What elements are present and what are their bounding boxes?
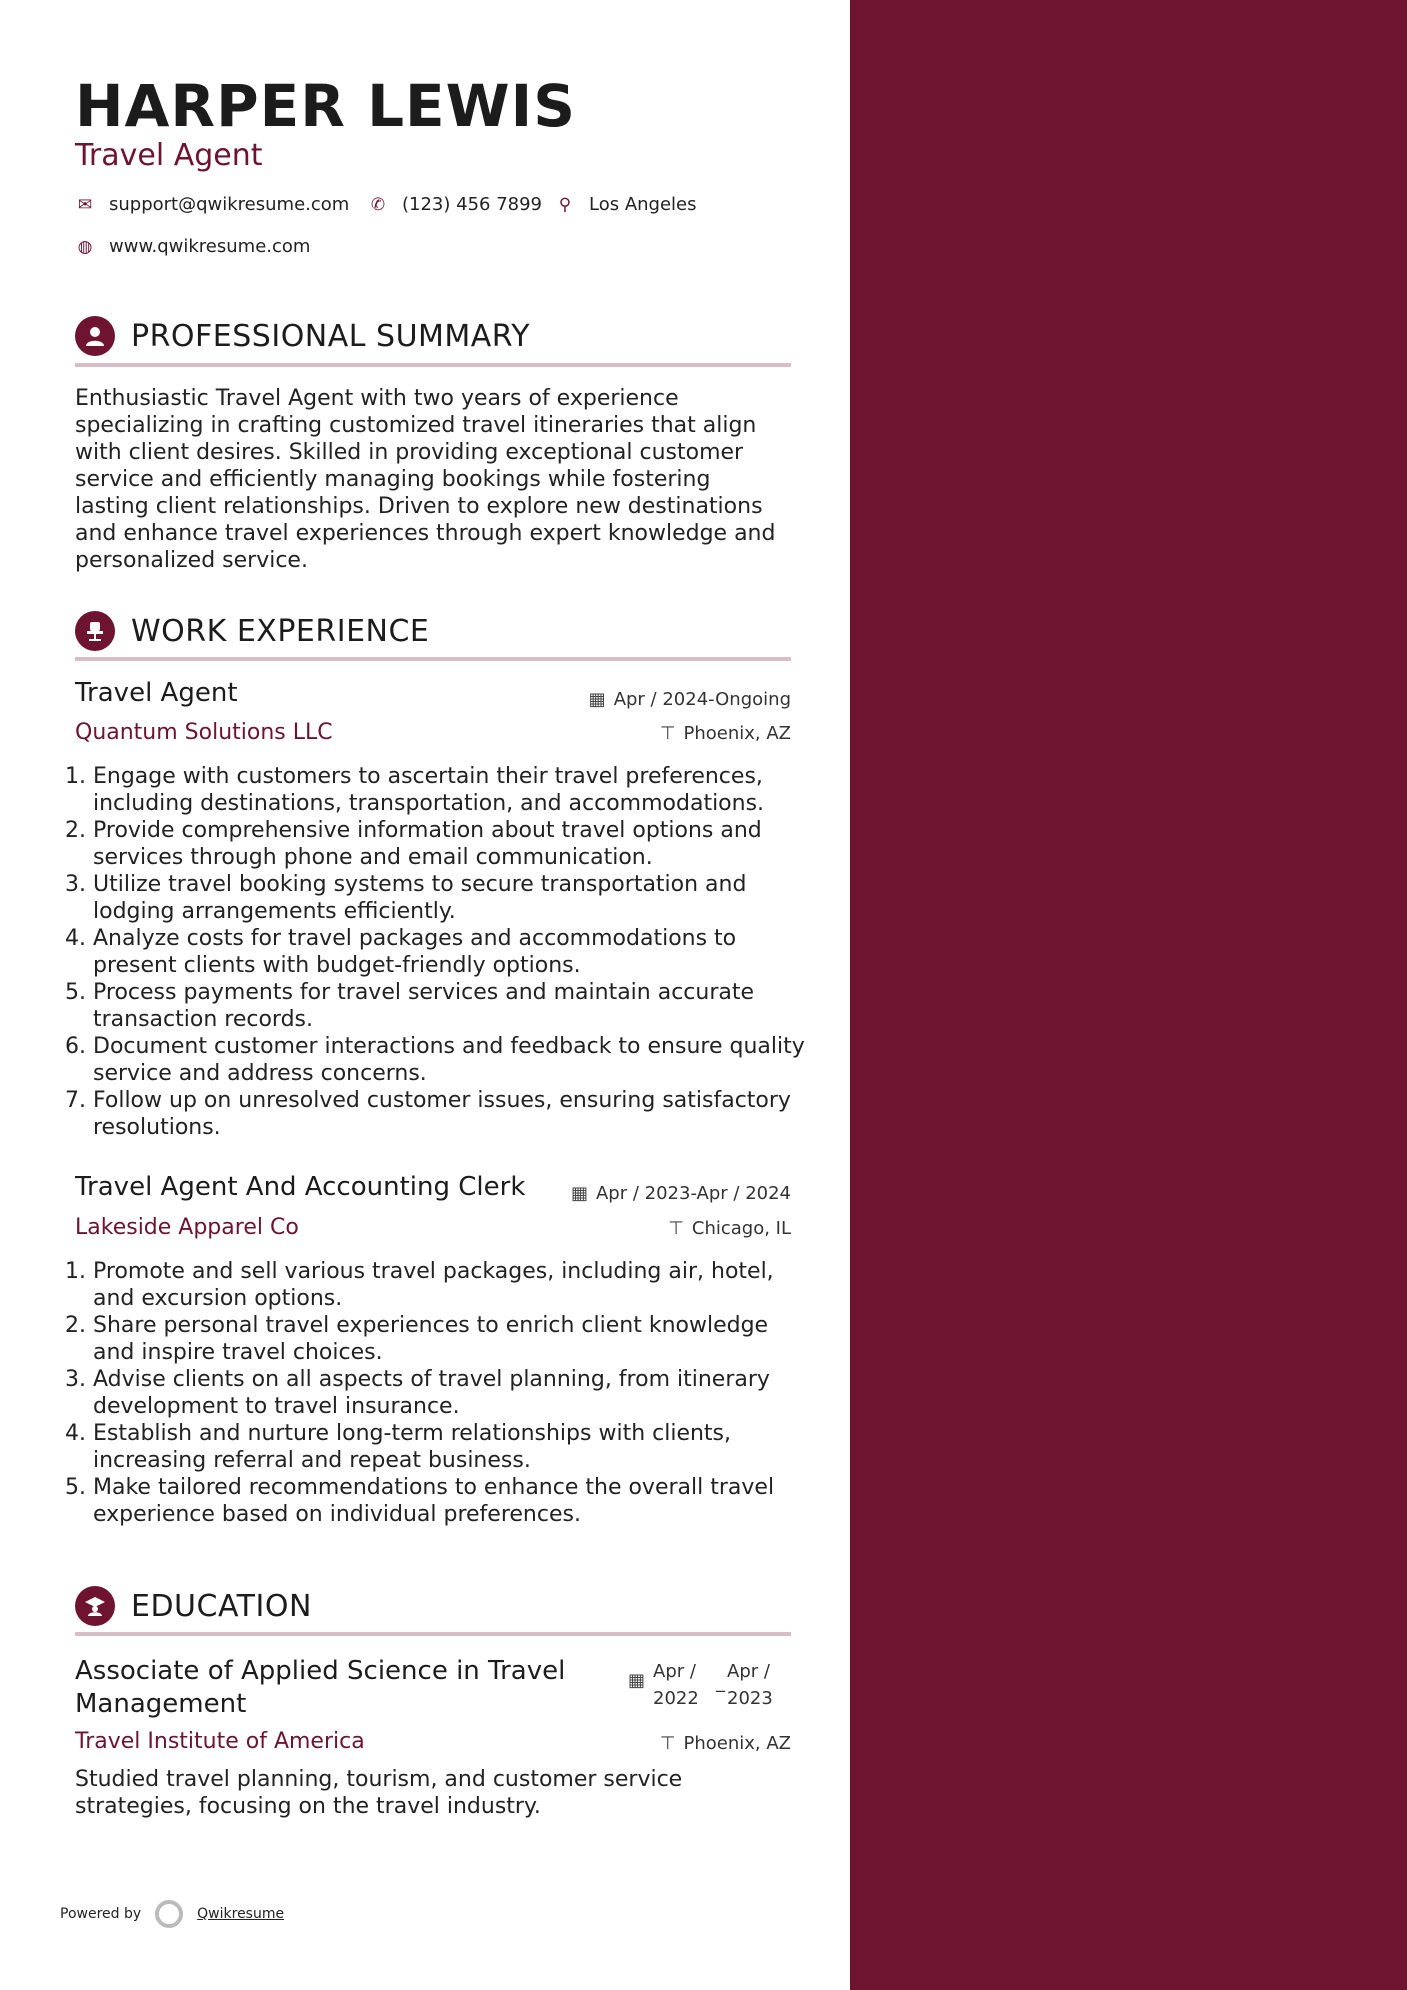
task-item: 7. Follow up on unresolved customer issues, ensuring satisfactory resolutions. (93, 1087, 809, 1141)
calendar-icon: ▦ (570, 1183, 588, 1204)
task-item: 3. Advise clients on all aspects of travel planning, from itinerary development to travel insurance. (93, 1366, 809, 1420)
task-item: 5. Make tailored recommendations to enhance the overall travel experience based on individual preferences. (93, 1474, 809, 1528)
experience-title: WORK EXPERIENCE (131, 613, 430, 649)
job-dates-text: Apr / 2023-Apr / 2024 (595, 1183, 791, 1204)
job-location (620, 723, 791, 744)
candidate-role: Travel Agent (75, 138, 263, 173)
summary-line: with client desires. Skilled in providing exceptional customer (75, 440, 744, 465)
job-task-list (69, 1258, 809, 1528)
summary-line: specializing in crafting customized travel itineraries that align (75, 413, 757, 438)
degree-line: Associate of Applied Science in Travel (75, 1656, 566, 1686)
summary-line: lasting client relationships. Driven to explore new destinations (75, 494, 763, 519)
calendar-icon: ▦ (588, 689, 606, 710)
chair-icon (75, 611, 115, 651)
job-dates (580, 689, 791, 710)
footer-branding (60, 1900, 284, 1928)
envelope-icon: ✉ (77, 194, 93, 215)
pin-icon: ⊤ (668, 1218, 684, 1239)
task-item: 6. Document customer interactions and feedback to ensure quality service and address concerns. (93, 1033, 809, 1087)
summary-line: personalized service. (75, 548, 308, 573)
task-item: 5. Process payments for travel services and maintain accurate transaction records. (93, 979, 809, 1033)
sidebar-column (850, 0, 1407, 1990)
summary-divider (75, 363, 791, 367)
phone-contact (368, 194, 542, 215)
pin-icon: ⊤ (659, 723, 676, 744)
job-location-text: Chicago, IL (691, 1218, 791, 1239)
education-location (620, 1733, 791, 1754)
email-contact[interactable] (75, 194, 349, 215)
powered-by-text: Powered by (60, 1906, 142, 1922)
website-contact[interactable] (75, 236, 310, 257)
phone-text: (123) 456 7899 (402, 194, 543, 215)
job-title: Travel Agent (75, 678, 238, 708)
qwikresume-link[interactable]: Qwikresume (197, 1906, 285, 1922)
education-location-text: Phoenix, AZ (683, 1733, 791, 1754)
summary-line: Enthusiastic Travel Agent with two years of experience (75, 386, 679, 411)
task-item: 3. Utilize travel booking systems to secure transportation and lodging arrangements efficiently. (93, 871, 809, 925)
education-divider (75, 1632, 791, 1636)
education-desc-line: Studied travel planning, tourism, and customer service (75, 1767, 683, 1792)
map-pin-icon: ⚲ (558, 194, 572, 215)
location-text: Los Angeles (589, 194, 697, 215)
date-separator: _ (716, 1672, 725, 1693)
location-contact (555, 194, 697, 215)
education-description (75, 1766, 815, 1820)
task-item: 4. Analyze costs for travel packages and accommodations to present clients with budget-friendly options. (93, 925, 809, 979)
education-title: EDUCATION (131, 1588, 312, 1624)
experience-heading (75, 611, 429, 651)
job-company: Lakeside Apparel Co (75, 1215, 299, 1240)
job-task-list (69, 763, 809, 1141)
graduate-icon (75, 1586, 115, 1626)
task-item: 2. Provide comprehensive information about travel options and services through phone and email communication. (93, 817, 809, 871)
task-item: 2. Share personal travel experiences to enrich client knowledge and inspire travel choices. (93, 1312, 809, 1366)
calendar-icon: ▦ (628, 1670, 646, 1691)
degree-line: Management (75, 1689, 247, 1719)
email-text: support@qwikresume.com (109, 194, 350, 215)
summary-title: PROFESSIONAL SUMMARY (131, 318, 531, 354)
education-start: Apr / 2022 (653, 1661, 699, 1709)
summary-heading (75, 316, 530, 356)
pin-icon: ⊤ (659, 1733, 676, 1754)
summary-line: service and efficiently managing bookings while fostering (75, 467, 711, 492)
user-icon (75, 316, 115, 356)
summary-text (75, 385, 815, 574)
job-location-text: Phoenix, AZ (683, 723, 791, 744)
task-item: 1. Promote and sell various travel packages, including air, hotel, and excursion options. (93, 1258, 809, 1312)
globe-icon: ◍ (77, 236, 93, 257)
candidate-name: HARPER LEWIS (75, 72, 576, 140)
qwikresume-logo-icon (155, 1900, 183, 1928)
job-company: Quantum Solutions LLC (75, 720, 333, 745)
job-dates-text: Apr / 2024-Ongoing (613, 689, 791, 710)
summary-line: and enhance travel experiences through expert knowledge and (75, 521, 776, 546)
experience-divider (75, 657, 791, 661)
job-location (620, 1218, 791, 1239)
education-end: Apr / 2023 (727, 1661, 773, 1709)
job-dates (560, 1183, 791, 1204)
education-heading (75, 1586, 312, 1626)
website-text: www.qwikresume.com (109, 236, 311, 257)
degree-title (75, 1655, 565, 1721)
task-item: 4. Establish and nurture long-term relationships with clients, increasing referral and repeat business. (93, 1420, 809, 1474)
phone-icon: ✆ (370, 194, 386, 215)
task-item: 1. Engage with customers to ascertain their travel preferences, including destinations, transportation, and accommodations. (93, 763, 809, 817)
education-desc-line: strategies, focusing on the travel industry. (75, 1794, 541, 1819)
school-name: Travel Institute of America (75, 1729, 365, 1754)
job-title: Travel Agent And Accounting Clerk (75, 1172, 526, 1202)
